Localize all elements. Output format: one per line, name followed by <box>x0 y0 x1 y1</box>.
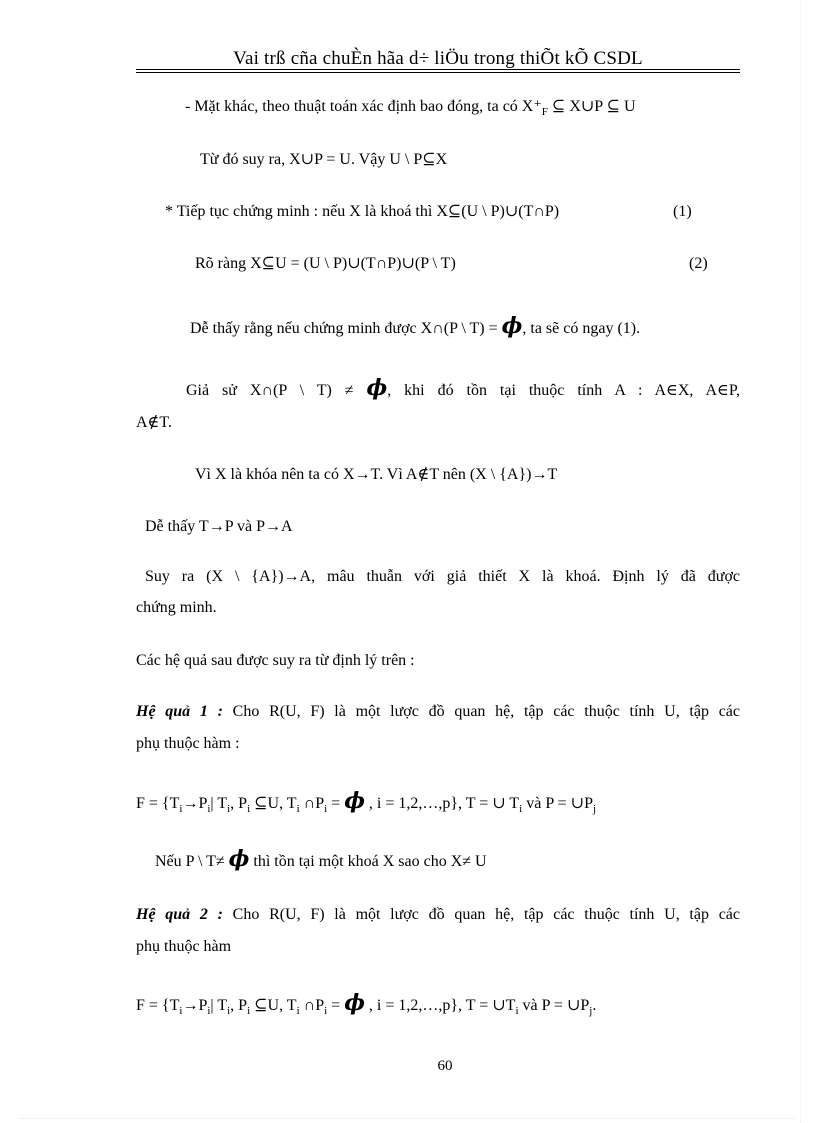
equation-number-1: (1) <box>673 203 692 220</box>
text-line-closure: - Mặt khác, theo thuật toán xác định bao đóng, ta có $X^+_F$ ⊆ X∪P ⊆ U <box>185 98 636 119</box>
empty-set-symbol: ϕ <box>228 846 250 872</box>
corollary-1-label: Hệ quả 1 : <box>136 703 223 720</box>
corollary-1-line: Hệ quả 1 : Cho R(U, F) là một lược đồ quan hệ, tập các thuộc tính U, tập các <box>136 703 741 720</box>
text-line-deduce: Từ đó suy ra, X∪P = U. Vậy U \ P⊆X <box>200 151 448 168</box>
formula-2: $F = \{T_i\to P_i|$ $T_i$, $P_i$ ⊆U, $T_i$ $\cap P_i = \phi$ , i = 1,2,…,p}, $T = \cup T_i$ và $P = \cup P_j$. <box>136 990 597 1018</box>
text-line-suppose: Giả sử X∩(P \ T) ≠ ϕ, khi đó tồn tại thuộc tính A : A∈X, A∈P, <box>186 375 741 401</box>
header-rule-bottom <box>136 72 740 73</box>
empty-set-symbol: ϕ <box>501 313 523 339</box>
equation-number-2: (2) <box>689 255 708 272</box>
page-edge-dotted-right <box>800 0 801 1123</box>
text-line-obvious: Rõ ràng X⊆U = (U \ P)∪(T∩P)∪(P \ T) <box>195 255 456 272</box>
corollary-2-label: Hệ quả 2 : <box>136 906 223 923</box>
corollary-1-line-2: phụ thuộc hàm : <box>136 735 240 752</box>
page-edge-dotted-bottom <box>20 1118 796 1119</box>
text-line-proved: chứng minh. <box>136 599 217 616</box>
corollary-2-line: Hệ quả 2 : Cho R(U, F) là một lược đồ quan hệ, tập các thuộc tính U, tập các <box>136 906 741 923</box>
text-line-easy-see: Dễ thấy rằng nếu chứng minh được X∩(P \ T) = ϕ, ta sẽ có ngay (1). <box>190 313 641 339</box>
text-line-because-key: Vì X là khóa nên ta có X→T. Vì A∉T nên (X \ {A})→T <box>195 466 558 483</box>
empty-set-symbol: ϕ <box>344 990 365 1016</box>
text-line-if-p-minus-t: Nếu P \ T≠ ϕ thì tồn tại một khoá X sao cho X≠ U <box>155 846 487 872</box>
page-number: 60 <box>437 1058 453 1074</box>
text-line-corollaries-intro: Các hệ quả sau được suy ra từ định lý trên : <box>136 652 415 669</box>
empty-set-symbol: ϕ <box>366 375 388 401</box>
formula-1: $F = \{T_i\to P_i|$ $T_i$, $P_i$ ⊆U, $T_i$ $\cap P_i = \phi$ , i = 1,2,…,p}, T = ∪ $T_i$ và $P = \cup P_j$ <box>136 788 597 816</box>
text-line-easy-see-tp: Dễ thấy T→P và P→A <box>145 518 293 535</box>
corollary-2-line-2: phụ thuộc hàm <box>136 938 232 955</box>
header-rule-top <box>136 69 740 70</box>
empty-set-symbol: ϕ <box>344 788 365 814</box>
text-line-continue-proof: * Tiếp tục chứng minh : nếu X là khoá thì X⊆(U \ P)∪(T∩P) <box>165 203 560 220</box>
text-line-contradiction: Suy ra (X \ {A})→A, mâu thuẫn với giả thiết X là khoá. Định lý đã được <box>145 568 740 585</box>
page-header-title: Vai trß cña chuÈn hãa d÷ liÖu trong thiÕt kÕ CSDL <box>233 48 643 69</box>
text-line-not-in-t: A∉T. <box>136 414 172 431</box>
